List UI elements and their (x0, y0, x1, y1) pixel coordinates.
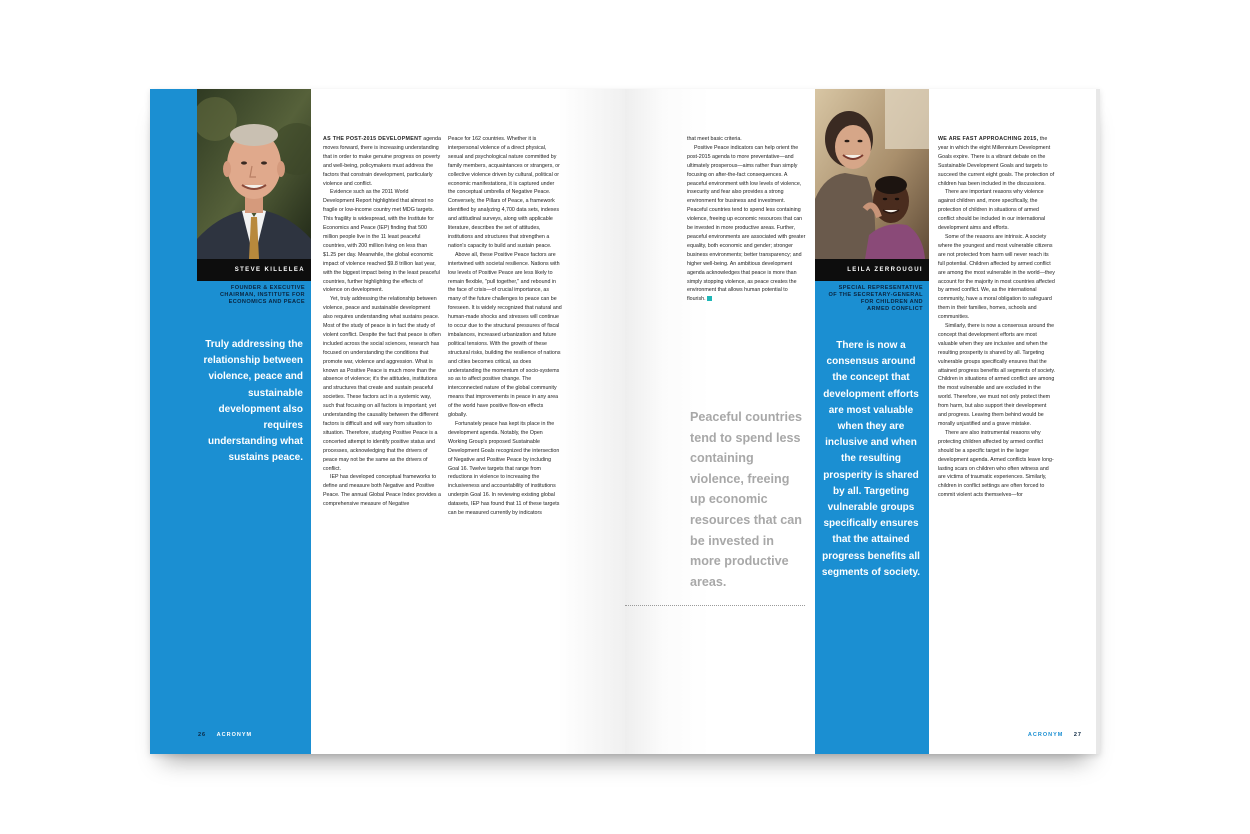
article-column-1: AS THE POST-2015 DEVELOPMENT agenda moves forward, there is increasing understanding that in order to make genuine progress on poverty and well-being, policymakers must address the factors that constrain development, particularly violence and conflict. Evidence such as the 2011 World Development Report highlighted that almost no fragile or low-income country met MDG targets. This fragility is widespread, with the Institute for Economics and Peace (IEP) finding that 500 million people live in the 11 least peaceful countries, with 200 million living on less than $1.25 per day. Meanwhile, the global economic impact of violence reached $9.8 trillion last year, with the biggest impact being in the least peaceful countries, further highlighting the effects of violence on development. Yet, truly addressing the relationship between violence, peace and sustainable development also requires understanding what sustains peace. Most of the study of peace is in fact the study of violent conflict. Despite the fact that peace is often included across the social sciences, research has focused on understanding the conditions that promote war, violence and aggression. What is known as Positive Peace is much more than the absence of violence; it's the attitudes, institutions and structures that create and sustain peaceful societies. These factors act in a systemic way, such that focusing on all factors is important; yet understanding the causality between the different factors is difficult and will vary from situation to situation. Therefore, studying Positive Peace is a concerted attempt to identify positive status and processes, acknowledging that the drivers of peace may not be the same as the drivers of conflict. IEP has developed conceptual frameworks to define and measure both Negative and Positive Peace. The annual Global Peace Index provides a comprehensive measure of Negative (323, 136, 441, 508)
lead-in: AS THE POST-2015 DEVELOPMENT (323, 136, 422, 142)
magazine-spread (150, 89, 1100, 754)
highlight-quote: Truly addressing the relationship between violence, peace and sustainable development also requires understanding what sustains peace. (203, 339, 303, 464)
article-column-4: WE ARE FAST APPROACHING 2015, the year in which the eight Millennium Development Goals expire. There is a vibrant debate on the Sustainable Development Goals and targets to succeed the current eight goals. The protection of children has been included in the discussions. There are important reasons why violence against children and, more specifically, the protection of children in situations of armed conflict should be included in our international development aims and efforts. Some of the reasons are intrinsic. A society where the youngest and most vulnerable citizens are not protected from harm will never reach its full potential. Children affected by armed conflict are among the most vulnerable in the world—they account for the majority in most countries affected by armed conflict. We, as the international community, have a moral obligation to safeguard them in their families, homes, schools and communities. Similarly, there is now a consensus around the concept that development efforts are most valuable when they are inclusive and when the resulting prosperity is shared by all. Targeting vulnerable groups specifically ensures that the attained progress benefits all segments of society. Children in situations of armed conflict are among the most vulnerable and are excluded in the world. Therefore, we must not only protect them from harm, but also support their development and progress. Leaving them behind would be morally unjustified and a grave mistake. There are also instrumental reasons why protecting children affected by armed conflict should be a specific target in the larger development agenda. Armed conflicts leave long-lasting scars on children who often witness and are victims of traumatic experiences. Similarly, children in conflict settings are often forced to commit violent acts themselves—for (938, 136, 1056, 499)
left-author-column (197, 89, 311, 754)
article-column-2: Peace for 162 countries. Whether it is interpersonal violence of a direct physical, sexual and psychological nature committed by family members, acquaintances or strangers, or collective violence driven by cultural, political or economic manifestations, it is captured under the conceptual umbrella of Negative Peace. Conversely, the Pillars of Peace, a framework identified by analyzing 4,700 data sets, indexes and attitudinal surveys, along with applicable literature, describes the set of attitudes, institutions and structures that strengthen a nation's capacity to build and sustain peace. Above all, these Positive Peace factors are intertwined with societal resilience. Nations with low levels of Positive Peace are less likely to remain flexible, "pull together," and rebound in the face of crisis—of crucial importance, as many of the future challenges to peace can be foreseen. It is widely recognized that natural and human-made shocks and stresses will continue to occur due to the structural pressures of fiscal imbalances, increased urbanization and future political tensions. With the growth of these structural risks, building the resilience of nations and cities becomes critical, as does understanding the momentum of socio-systems so as to affect positive change. The interconnected nature of the global community means that improvements in peace in any area of the world have positive flow-on effects globally. Fortunately peace has kept its place in the development agenda. Notably, the Open Working Group's proposed Sustainable Development Goals recognized the intersection of Negative and Positive Peace by including Goal 16. Twelve targets that range from reductions in violence to increasing the inclusiveness and accountability of institutions underpin Goal 16. In reviewing existing global datasets, IEP has found that 11 of these targets can be measured currently by indicators (448, 136, 562, 517)
page-edge (1096, 89, 1100, 754)
page-folio-right: ACRONYM 27 (1027, 732, 1082, 738)
highlight-quote: There is now a consensus around the concept that development efforts are most valuable when they are inclusive and when the resulting prosperity is shared by all. Targeting vulnerable groups specifically ensures that the attained progress benefits all segments of society. (821, 340, 921, 578)
right-page (625, 89, 1100, 754)
author-name-bar: LEILA ZERROUGUI (815, 259, 929, 281)
page-folio-left: 26 ACRONYM (198, 732, 253, 738)
pull-quote: Peaceful countries tend to spend less containing violence, freeing up economic resources that can be invested in more productive areas. (690, 410, 802, 589)
author-name-bar: STEVE KILLELEA (197, 259, 311, 281)
right-author-column (815, 89, 929, 754)
end-mark (707, 296, 712, 301)
author-photo-leila-zerrougui (815, 89, 929, 259)
article-column-3: that meet basic criteria. Positive Peace indicators can help orient the post-2015 agenda to more preventative—and ultimately prosperous—aims rather than simply focusing on after-the-fact consequences. A peaceful environment with low levels of violence, insecurity and fear also provides a strong environment for business and investment. Peaceful countries tend to spend less containing violence, freeing up economic resources that can be invested in more productive areas. Further, peaceful environments are associated with greater equality, both economic and gender; stronger business environments; better transparency; and higher well-being. An ambitious development agenda acknowledges that peace is more than simply stopping violence, as peace creates the environment that allows human potential to flourish. (687, 136, 806, 303)
author-role: SPECIAL REPRESENTATIVE OF THE SECRETARY-GENERAL FOR CHILDREN AND ARMED CONFLICT (828, 285, 923, 312)
author-photo-steve-killelea (197, 89, 311, 259)
lead-in: WE ARE FAST APPROACHING 2015, (938, 136, 1039, 142)
pull-quote-divider (625, 605, 805, 606)
left-accent-stripe (150, 89, 197, 754)
left-page (150, 89, 625, 754)
author-role: FOUNDER & EXECUTIVE CHAIRMAN, INSTITUTE FOR ECONOMICS AND PEACE (219, 285, 305, 305)
